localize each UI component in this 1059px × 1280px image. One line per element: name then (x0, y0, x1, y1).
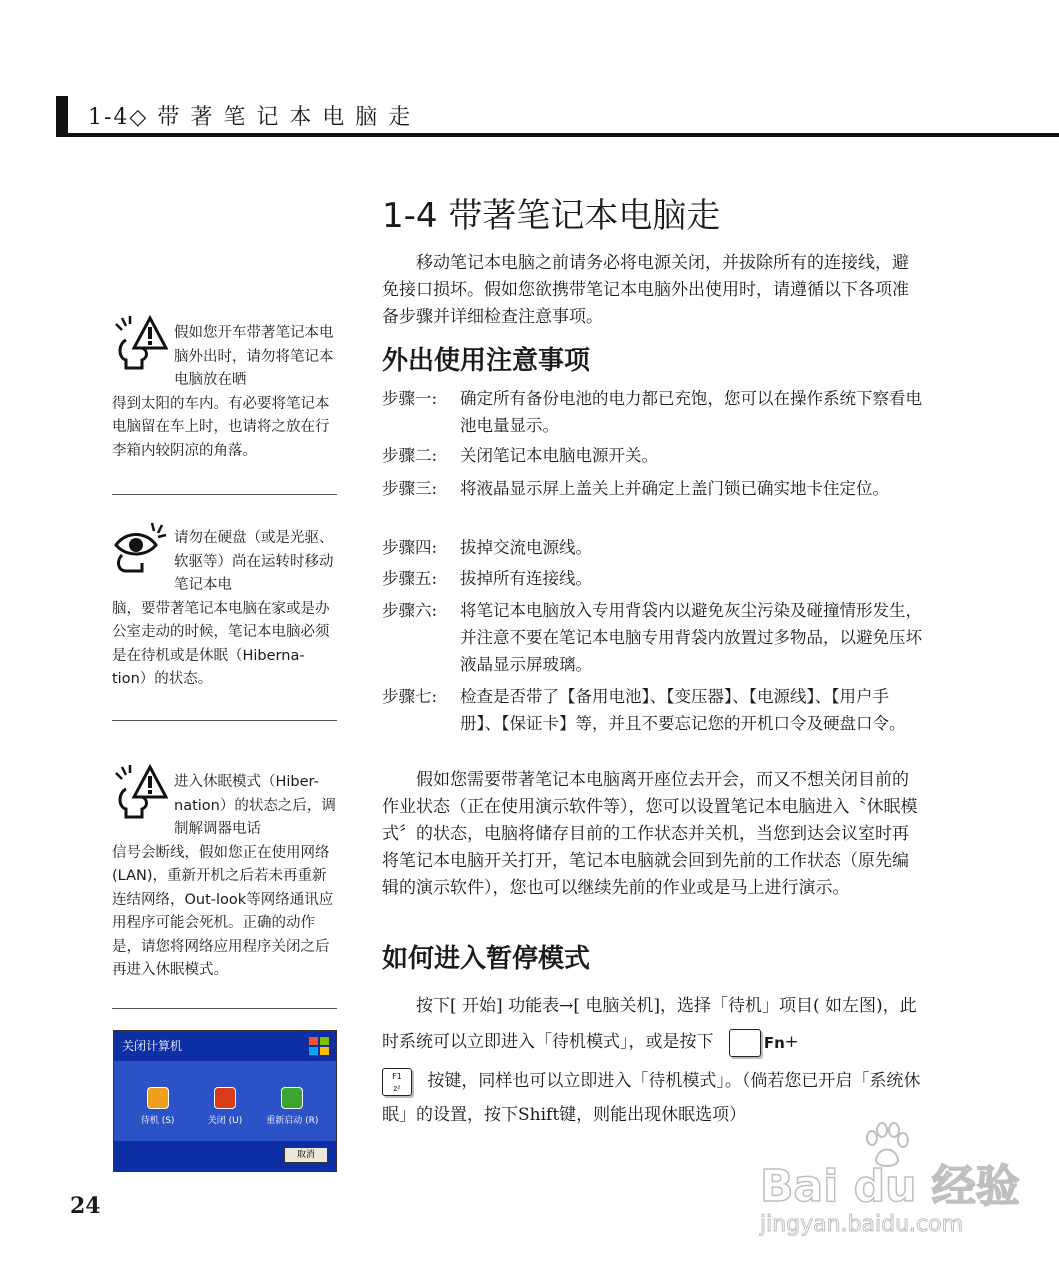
note-text-rest: 得到太阳的车内。有必要将笔记本电脑留在车上时，也请将之放在行李箱内较阴凉的角落。 (112, 395, 330, 459)
note-text-first: 进入休眠模式（Hiber-nation）的状态之后，调制解调器电话 (174, 774, 336, 837)
step-item (382, 565, 922, 592)
eye-icon (112, 519, 168, 575)
step-text: 检查是否带了【备用电池】、【变压器】、【电源线】、【用户手册】、【保证卡】等，并且不要忘记您的开机口令及硬盘口令。 (460, 687, 906, 733)
fn-key-label: Fn (763, 1033, 785, 1052)
baidu-watermark (760, 1120, 1020, 1250)
standby-label: 待机 (S) (140, 1116, 175, 1126)
note-text-rest: 信号会断线，假如您正在使用网络(LAN)，重新开机之后若未再重新连结网络，Out-look等网络通讯应用程序可能会死机。正确的动作是，请您将网络应用程序关闭之后再进入休眠模式。 (112, 844, 334, 978)
header-rule (56, 133, 1059, 137)
f1-key-icon (382, 1068, 412, 1096)
shutdown-label: 关闭 (U) (207, 1116, 243, 1126)
step-item (382, 475, 922, 502)
step-label: 步骤四: (382, 538, 438, 557)
f1-key-bottom: z² (393, 1083, 401, 1093)
watermark-logo-text: Bai du 经验 (760, 1161, 1020, 1212)
watermark-url: jingyan.baidu.com (760, 1212, 964, 1237)
sidebar-note-harddisk (112, 527, 337, 692)
sidebar-note-hibernate (112, 771, 337, 983)
running-header: 1-4◇ 带 著 笔 记 本 电 脑 走 (88, 105, 413, 130)
note-text-first: 假如您开车带著笔记本电脑外出时，请勿将笔记本电脑放在晒 (174, 325, 334, 388)
note-text-first: 请勿在硬盘（或是光驱、软驱等）尚在运转时移动笔记本电 (174, 530, 334, 593)
step-label: 步骤五: (382, 569, 438, 588)
note-divider (112, 494, 337, 495)
step-label: 步骤三: (382, 479, 438, 498)
sidebar-note-car (112, 322, 337, 463)
dialog-title: 关闭计算机 (122, 1039, 183, 1053)
warning-icon (112, 314, 168, 370)
page-number: 24 (70, 1193, 101, 1219)
cancel-button: 取消 (284, 1147, 328, 1163)
hibernate-paragraph: 假如您需要带著笔记本电脑离开座位去开会，而又不想关闭目前的作业状态（正在使用演示软件等），您可以设置笔记本电脑进入〝休眠模式〞的状态，电脑将储存目前的工作状态并关机，当您到达会议室时再将笔记本电脑开关打开，笔记本电脑就会回到先前的工作状态（原先编辑的演示软件），您也可以继续先前的作业或是马上进行演示。 (382, 770, 918, 898)
restart-icon (281, 1087, 303, 1109)
section-heading-travel-notes: 外出使用注意事项 (382, 346, 591, 376)
step-item (382, 442, 922, 469)
dialog-title-bar (114, 1031, 336, 1061)
standby-key-instructions: 按键，同样也可以立即进入「待机模式」。（倘若您已开启「系统休眠」的设置，按下Shift键，则能出现休眠选项） (382, 1071, 921, 1125)
note-text-rest: 脑，要带著笔记本电脑在家或是办公室走动的时候，笔记本电脑必须是在待机或是休眠（Hiberna-tion）的状态。 (112, 600, 330, 687)
windows-logo-icon (308, 1035, 330, 1057)
warning-icon (112, 763, 168, 819)
step-item (382, 385, 922, 439)
step-text: 拔掉所有连接线。 (460, 569, 592, 588)
plus-sign: + (784, 1032, 799, 1052)
step-label: 步骤一: (382, 389, 438, 408)
step-text: 将液晶显示屏上盖关上并确定上盖门锁已确实地卡住定位。 (460, 479, 889, 498)
step-text: 拔掉交流电源线。 (460, 538, 592, 557)
restart-label: 重新启动 (R) (266, 1116, 319, 1126)
note-divider (112, 720, 337, 721)
header-marker-bar (56, 96, 68, 134)
standby-instructions: 按下[ 开始] 功能表→[ 电脑关机]，选择「待机」项目( 如左图)，此时系统可以立即进入「待机模式」，或是按下 (382, 996, 917, 1052)
restart-option (262, 1087, 322, 1126)
step-item (382, 683, 922, 737)
step-label: 步骤六: (382, 601, 438, 620)
power-icon (214, 1087, 236, 1109)
step-item (382, 597, 922, 678)
note-divider (112, 1008, 337, 1009)
step-text: 确定所有备份电池的电力都已充饱，您可以在操作系统下察看电池电量显示。 (460, 389, 922, 435)
intro-paragraph: 移动笔记本电脑之前请务必将电源关闭，并拔除所有的连接线，避免接口损坏。假如您欲携带笔记本电脑外出使用时，请遵循以下各项准备步骤并详细检查注意事项。 (382, 253, 909, 327)
standby-option (128, 1087, 188, 1126)
standby-paragraph (382, 988, 922, 1132)
f1-key-top: F1 (392, 1071, 402, 1081)
step-label: 步骤七: (382, 687, 438, 706)
step-label: 步骤二: (382, 446, 438, 465)
step-text: 关闭笔记本电脑电源开关。 (460, 446, 658, 465)
shutdown-option (195, 1087, 255, 1126)
shutdown-dialog-screenshot (113, 1030, 337, 1172)
section-heading-standby: 如何进入暂停模式 (382, 944, 591, 974)
fn-key-icon (729, 1029, 785, 1057)
page-title: 1-4 带著笔记本电脑走 (382, 196, 721, 236)
step-text: 将笔记本电脑放入专用背袋内以避免灰尘污染及碰撞情形发生，并注意不要在笔记本电脑专用背袋内放置过多物品，以避免压坏液晶显示屏玻璃。 (460, 601, 922, 674)
step-item (382, 534, 922, 561)
standby-icon (147, 1087, 169, 1109)
